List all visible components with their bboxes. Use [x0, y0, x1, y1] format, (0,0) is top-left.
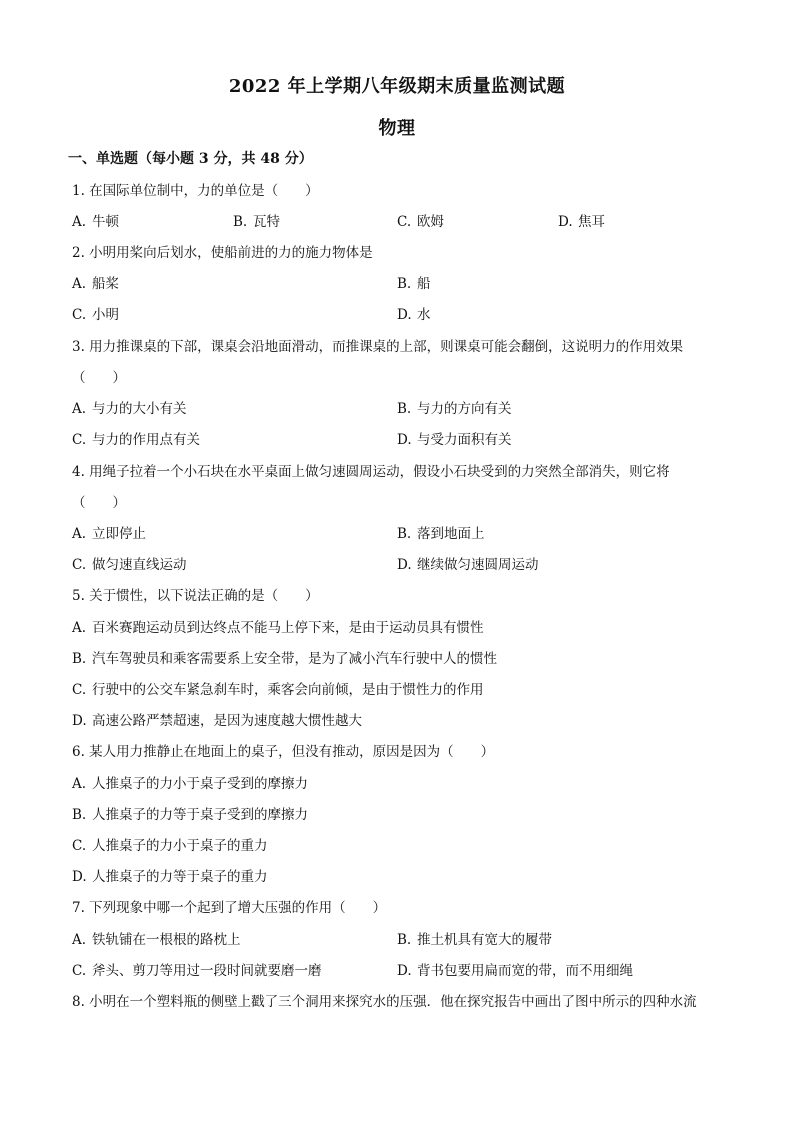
option-text: 汽车驾驶员和乘客需要系上安全带，是为了减小汽车行驶中人的惯性 [92, 651, 497, 667]
option-text: 欧姆 [417, 214, 444, 230]
option-letter: C. [397, 214, 412, 230]
option [397, 400, 512, 418]
question-stem: 3. 用力推课桌的下部，课桌会沿地面滑动，而推课桌的上部，则课桌可能会翻倒，这说明力的作用效果 [72, 339, 684, 355]
option [72, 525, 146, 543]
option-letter: C. [72, 557, 87, 573]
option [72, 213, 119, 231]
option [233, 213, 280, 231]
option-letter: B. [397, 276, 412, 292]
option-letter: A. [72, 620, 87, 636]
option-letter: B. [397, 401, 412, 417]
option-letter: B. [397, 932, 412, 948]
option [397, 962, 633, 980]
question-stem: 4. 用绳子拉着一个小石块在水平桌面上做匀速圆周运动，假设小石块受到的力突然全部消失，则它将 [72, 464, 670, 480]
option-text: 船 [417, 276, 431, 292]
option-text: 与受力面积有关 [417, 432, 512, 448]
option-letter: C. [72, 838, 87, 854]
option-text: 高速公路严禁超速，是因为速度越大惯性越大 [92, 713, 362, 729]
section-heading: 一、单选题（每小题 3 分，共 48 分） [68, 151, 313, 167]
option [72, 806, 308, 824]
option-letter: D. [72, 713, 87, 729]
option-text: 斧头、剪刀等用过一段时间就要磨一磨 [92, 963, 322, 979]
option [72, 431, 200, 449]
option-text: 推土机具有宽大的履带 [417, 932, 552, 948]
option [397, 306, 431, 324]
option [72, 712, 362, 730]
option [397, 275, 431, 293]
option [72, 650, 497, 668]
option [72, 962, 322, 980]
option [397, 431, 512, 449]
option-text: 与力的方向有关 [417, 401, 512, 417]
option-letter: B. [397, 526, 412, 542]
option-letter: A. [72, 932, 87, 948]
option [397, 931, 552, 949]
option-letter: A. [72, 401, 87, 417]
question-stem-continued: （ ） [72, 370, 126, 386]
option-text: 小明 [92, 307, 119, 323]
option [72, 837, 268, 855]
option-letter: B. [72, 651, 87, 667]
option-letter: B. [72, 807, 87, 823]
option-text: 与力的作用点有关 [92, 432, 200, 448]
option [72, 556, 187, 574]
option-text: 铁轨铺在一根根的路枕上 [92, 932, 241, 948]
option-text: 牛顿 [92, 214, 119, 230]
option-text: 立即停止 [92, 526, 146, 542]
question-stem: 7. 下列现象中哪一个起到了增大压强的作用（ ） [72, 900, 387, 916]
option [72, 775, 308, 793]
option [72, 306, 119, 324]
option-letter: D. [72, 869, 87, 885]
option-text: 背书包要用扁而宽的带，而不用细绳 [417, 963, 633, 979]
option-letter: A. [72, 526, 87, 542]
exam-title: 2022 年上学期八年级期末质量监测试题 [228, 76, 566, 97]
option [558, 213, 605, 231]
option-text: 与力的大小有关 [92, 401, 187, 417]
option-text: 百米赛跑运动员到达终点不能马上停下来，是由于运动员具有惯性 [92, 620, 484, 636]
option-letter: D. [397, 432, 412, 448]
option [72, 681, 484, 699]
option [72, 400, 187, 418]
option-text: 焦耳 [578, 214, 605, 230]
question-stem-continued: （ ） [72, 495, 126, 511]
option-letter: C. [72, 432, 87, 448]
option-text: 瓦特 [253, 214, 280, 230]
question-stem: 6. 某人用力推静止在地面上的桌子，但没有推动，原因是因为（ ） [72, 744, 495, 760]
option-text: 船桨 [92, 276, 119, 292]
option-text: 落到地面上 [417, 526, 485, 542]
option [397, 525, 485, 543]
option-text: 人推桌子的力小于桌子的重力 [92, 838, 268, 854]
option-letter: D. [397, 557, 412, 573]
question-stem: 5. 关于惯性，以下说法正确的是（ ） [72, 588, 319, 604]
option-text: 继续做匀速圆周运动 [417, 557, 539, 573]
option [72, 619, 484, 637]
option-letter: A. [72, 276, 87, 292]
option [397, 556, 539, 574]
option-letter: C. [72, 682, 87, 698]
option-letter: D. [397, 307, 412, 323]
option [72, 868, 268, 886]
option-letter: C. [72, 963, 87, 979]
option [72, 931, 241, 949]
option-letter: A. [72, 776, 87, 792]
question-stem: 1. 在国际单位制中，力的单位是（ ） [72, 183, 319, 199]
question-stem: 8. 小明在一个塑料瓶的侧壁上戳了三个洞用来探究水的压强．他在探究报告中画出了图中所示的四种水流 [72, 994, 697, 1010]
subject-title: 物理 [378, 118, 416, 139]
option [72, 275, 119, 293]
option [397, 213, 444, 231]
option-letter: B. [233, 214, 248, 230]
question-stem: 2. 小明用桨向后划水，使船前进的力的施力物体是 [72, 245, 373, 261]
option-text: 水 [417, 307, 431, 323]
option-text: 人推桌子的力小于桌子受到的摩擦力 [92, 776, 308, 792]
option-letter: D. [558, 214, 573, 230]
option-text: 做匀速直线运动 [92, 557, 187, 573]
option-text: 人推桌子的力等于桌子受到的摩擦力 [92, 807, 308, 823]
option-text: 行驶中的公交车紧急刹车时，乘客会向前倾，是由于惯性力的作用 [92, 682, 484, 698]
option-letter: C. [72, 307, 87, 323]
option-text: 人推桌子的力等于桌子的重力 [92, 869, 268, 885]
option-letter: D. [397, 963, 412, 979]
option-letter: A. [72, 214, 87, 230]
